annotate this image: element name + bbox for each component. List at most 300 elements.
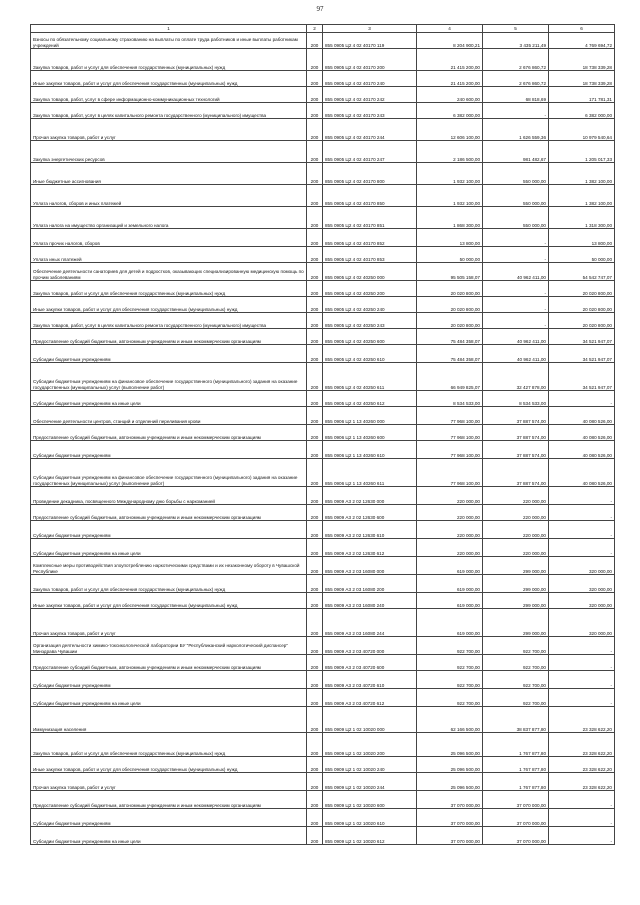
row-line-code: 200 — [307, 707, 323, 733]
table-row — [31, 141, 615, 163]
row-description: Предоставление субсидий бюджетным, автономным учреждениям и иным некоммерческим организациям — [31, 791, 307, 809]
row-unexecuted-amount: 171 781,31 — [549, 87, 615, 103]
row-approved-amount: 20 020 800,00 — [417, 313, 483, 329]
row-executed-amount: 220 000,00 — [483, 521, 549, 539]
row-budget-classification-code: 855 0905 Ц2 4 02 40250 000 — [323, 263, 417, 281]
row-approved-amount: 20 020 800,00 — [417, 297, 483, 313]
row-description: Субсидии бюджетным учреждениям на финансовое обеспечение государственного (муниципального) задания на оказание государственных (муниципальных) услуг (выполнение работ) — [31, 459, 307, 487]
row-unexecuted-amount: 23 328 622,20 — [549, 733, 615, 757]
row-approved-amount: 2 186 500,00 — [417, 141, 483, 163]
row-line-code: 200 — [307, 103, 323, 119]
row-line-code: 200 — [307, 119, 323, 141]
row-approved-amount: 8 204 900,21 — [417, 33, 483, 49]
row-executed-amount: 922 700,00 — [483, 671, 549, 689]
row-budget-classification-code: 855 0905 Ц2 4 02 40170 119 — [323, 33, 417, 49]
row-line-code: 200 — [307, 141, 323, 163]
row-description: Предоставление субсидий бюджетным, автономным учреждениям и иным некоммерческим организациям — [31, 425, 307, 441]
row-executed-amount: 37 070 000,00 — [483, 827, 549, 845]
row-line-code: 200 — [307, 459, 323, 487]
row-executed-amount: 220 000,00 — [483, 539, 549, 557]
row-unexecuted-amount: 18 738 339,28 — [549, 49, 615, 71]
table-row — [31, 733, 615, 757]
row-line-code: 200 — [307, 229, 323, 247]
row-executed-amount: 37 070 000,00 — [483, 791, 549, 809]
row-approved-amount: 37 070 000,00 — [417, 827, 483, 845]
row-description: Закупка товаров, работ и услуг для обеспечения государственных (муниципальных) нужд — [31, 281, 307, 297]
row-approved-amount: 21 415 200,00 — [417, 49, 483, 71]
row-approved-amount: 25 096 500,00 — [417, 757, 483, 773]
row-budget-classification-code: 855 0909 Ц2 1 02 10020 200 — [323, 733, 417, 757]
row-approved-amount: 75 484 358,07 — [417, 345, 483, 363]
row-executed-amount: - — [483, 103, 549, 119]
row-executed-amount: 922 700,00 — [483, 655, 549, 671]
table-row — [31, 791, 615, 809]
row-unexecuted-amount: 34 521 947,07 — [549, 329, 615, 345]
row-line-code: 200 — [307, 609, 323, 637]
row-description: Иные закупки товаров, работ и услуг для обеспечения государственных (муниципальных) нужд — [31, 757, 307, 773]
row-line-code: 200 — [307, 71, 323, 87]
row-budget-classification-code: 855 0905 Ц2 4 02 40250 611 — [323, 363, 417, 391]
row-approved-amount: 1 932 100,00 — [417, 185, 483, 207]
row-budget-classification-code: 855 0909 А3 2 03 40720 612 — [323, 689, 417, 707]
row-line-code: 200 — [307, 575, 323, 593]
row-approved-amount: 95 505 158,07 — [417, 263, 483, 281]
row-executed-amount: 37 887 574,00 — [483, 441, 549, 459]
table-row — [31, 609, 615, 637]
row-executed-amount: 2 676 860,72 — [483, 49, 549, 71]
budget-execution-table — [30, 24, 615, 845]
row-unexecuted-amount: - — [549, 655, 615, 671]
row-approved-amount: 21 415 200,00 — [417, 71, 483, 87]
table-row — [31, 119, 615, 141]
row-description: Закупка товаров, работ и услуг для обеспечения государственных (муниципальных) нужд — [31, 49, 307, 71]
row-line-code: 200 — [307, 655, 323, 671]
row-unexecuted-amount: 10 979 540,64 — [549, 119, 615, 141]
row-approved-amount: 220 000,00 — [417, 539, 483, 557]
row-approved-amount: 619 000,00 — [417, 557, 483, 575]
row-description: Закупка товаров, работ, услуг в сфере информационно-коммуникационных технологий — [31, 87, 307, 103]
row-unexecuted-amount: - — [549, 637, 615, 655]
row-description: Субсидии бюджетным учреждениям — [31, 671, 307, 689]
row-approved-amount: 77 968 100,00 — [417, 459, 483, 487]
row-executed-amount: 1 767 877,80 — [483, 757, 549, 773]
row-line-code: 200 — [307, 557, 323, 575]
row-unexecuted-amount: - — [549, 505, 615, 521]
row-executed-amount: 299 000,00 — [483, 575, 549, 593]
row-line-code: 200 — [307, 505, 323, 521]
row-description: Закупка товаров, работ, услуг в целях капитального ремонта государственного (муниципального) имущества — [31, 103, 307, 119]
row-line-code: 200 — [307, 281, 323, 297]
row-approved-amount: 50 000,00 — [417, 247, 483, 263]
row-description: Субсидии бюджетным учреждениям на иные цели — [31, 827, 307, 845]
row-executed-amount: - — [483, 297, 549, 313]
row-description: Взносы по обязательному социальному страхованию на выплаты по оплате труда работников и иные выплаты работникам учреждений — [31, 33, 307, 49]
row-line-code: 200 — [307, 33, 323, 49]
row-budget-classification-code: 855 0905 Ц2 4 02 40170 240 — [323, 71, 417, 87]
table-row — [31, 459, 615, 487]
row-budget-classification-code: 855 0906 Ц2 1 13 40260 600 — [323, 425, 417, 441]
row-approved-amount: 619 000,00 — [417, 593, 483, 609]
row-budget-classification-code: 855 0909 А3 2 03 40720 600 — [323, 655, 417, 671]
row-approved-amount: 8 534 533,00 — [417, 391, 483, 407]
table-row — [31, 87, 615, 103]
row-budget-classification-code: 855 0909 А3 2 03 40720 610 — [323, 671, 417, 689]
row-unexecuted-amount: 20 020 800,00 — [549, 297, 615, 313]
row-approved-amount: 25 096 500,00 — [417, 733, 483, 757]
row-line-code: 200 — [307, 247, 323, 263]
row-approved-amount: 66 949 825,07 — [417, 363, 483, 391]
row-executed-amount: 1 767 877,80 — [483, 773, 549, 791]
row-description: Предоставление субсидий бюджетным, автономным учреждениям и иным некоммерческим организациям — [31, 655, 307, 671]
row-unexecuted-amount: 1 205 017,33 — [549, 141, 615, 163]
table-row — [31, 773, 615, 791]
table-row — [31, 33, 615, 49]
row-unexecuted-amount: 23 328 622,20 — [549, 773, 615, 791]
row-unexecuted-amount: 40 080 526,00 — [549, 407, 615, 425]
row-executed-amount: - — [483, 313, 549, 329]
row-unexecuted-amount: 1 382 100,00 — [549, 185, 615, 207]
table-row — [31, 809, 615, 827]
row-approved-amount: 37 070 000,00 — [417, 809, 483, 827]
row-unexecuted-amount: 4 769 694,72 — [549, 33, 615, 49]
table-row — [31, 637, 615, 655]
row-executed-amount: 922 700,00 — [483, 637, 549, 655]
row-unexecuted-amount: 6 382 000,00 — [549, 103, 615, 119]
row-description: Уплата прочих налогов, сборов — [31, 229, 307, 247]
row-approved-amount: 922 700,00 — [417, 671, 483, 689]
row-unexecuted-amount: 23 328 622,20 — [549, 757, 615, 773]
row-unexecuted-amount: - — [549, 487, 615, 505]
row-executed-amount: 40 962 411,00 — [483, 345, 549, 363]
row-unexecuted-amount: 13 800,00 — [549, 229, 615, 247]
header-cell-line-code: 2 — [307, 25, 323, 33]
row-description: Обеспечение деятельности санаториев для детей и подростков, оказывающих специализированную медицинскую помощь по прочим заболеваниям — [31, 263, 307, 281]
row-executed-amount: 220 000,00 — [483, 487, 549, 505]
table-row — [31, 407, 615, 425]
row-budget-classification-code: 855 0906 Ц2 1 13 40260 611 — [323, 459, 417, 487]
row-line-code: 200 — [307, 207, 323, 229]
row-executed-amount: 40 962 411,00 — [483, 263, 549, 281]
table-row — [31, 655, 615, 671]
row-unexecuted-amount: 1 382 100,00 — [549, 163, 615, 185]
row-unexecuted-amount: 40 080 526,00 — [549, 441, 615, 459]
row-budget-classification-code: 855 0905 Ц2 4 02 40250 200 — [323, 281, 417, 297]
table-row — [31, 49, 615, 71]
row-line-code: 200 — [307, 689, 323, 707]
row-budget-classification-code: 855 0909 Ц2 1 02 10020 600 — [323, 791, 417, 809]
row-budget-classification-code: 855 0905 Ц2 4 02 40250 240 — [323, 297, 417, 313]
row-description: Субсидии бюджетным учреждениям на иные цели — [31, 539, 307, 557]
row-line-code: 200 — [307, 407, 323, 425]
row-budget-classification-code: 855 0909 А3 2 02 12630 000 — [323, 487, 417, 505]
row-budget-classification-code: 855 0905 Ц2 4 02 40170 247 — [323, 141, 417, 163]
row-executed-amount: 2 676 860,72 — [483, 71, 549, 87]
row-line-code: 200 — [307, 425, 323, 441]
table-row — [31, 505, 615, 521]
table-row — [31, 521, 615, 539]
row-unexecuted-amount: 50 000,00 — [549, 247, 615, 263]
row-description: Прочая закупка товаров, работ и услуг — [31, 609, 307, 637]
header-cell-approved: 4 — [417, 25, 483, 33]
row-line-code: 200 — [307, 773, 323, 791]
row-line-code: 200 — [307, 163, 323, 185]
row-line-code: 200 — [307, 363, 323, 391]
table-row — [31, 441, 615, 459]
row-budget-classification-code: 855 0909 А3 2 03 16080 000 — [323, 557, 417, 575]
row-unexecuted-amount: 320 000,00 — [549, 593, 615, 609]
row-approved-amount: 240 600,00 — [417, 87, 483, 103]
row-line-code: 200 — [307, 487, 323, 505]
row-budget-classification-code: 855 0909 Ц2 1 02 10020 240 — [323, 757, 417, 773]
header-cell-executed: 5 — [483, 25, 549, 33]
row-budget-classification-code: 855 0909 Ц2 1 02 10020 612 — [323, 827, 417, 845]
row-budget-classification-code: 855 0909 А3 2 03 16080 200 — [323, 575, 417, 593]
row-unexecuted-amount: - — [549, 809, 615, 827]
row-description: Субсидии бюджетным учреждениям на иные цели — [31, 689, 307, 707]
table-row — [31, 313, 615, 329]
row-executed-amount: 220 000,00 — [483, 505, 549, 521]
row-description: Субсидии бюджетным учреждениям — [31, 809, 307, 827]
row-executed-amount: 37 887 574,00 — [483, 425, 549, 441]
header-cell-budget-code: 3 — [323, 25, 417, 33]
row-approved-amount: 220 000,00 — [417, 521, 483, 539]
row-description: Иные бюджетные ассигнования — [31, 163, 307, 185]
row-description: Уплата иных платежей — [31, 247, 307, 263]
row-executed-amount: 299 000,00 — [483, 557, 549, 575]
row-unexecuted-amount: 320 000,00 — [549, 575, 615, 593]
row-description: Предоставление субсидий бюджетным, автономным учреждениям и иным некоммерческим организациям — [31, 505, 307, 521]
table-row — [31, 229, 615, 247]
row-unexecuted-amount: 18 738 339,28 — [549, 71, 615, 87]
row-unexecuted-amount: - — [549, 791, 615, 809]
row-unexecuted-amount: 54 542 747,07 — [549, 263, 615, 281]
row-budget-classification-code: 855 0905 Ц2 4 02 40170 244 — [323, 119, 417, 141]
table-row — [31, 539, 615, 557]
row-budget-classification-code: 855 0909 А3 2 02 12630 612 — [323, 539, 417, 557]
row-description: Прочая закупка товаров, работ и услуг — [31, 773, 307, 791]
table-row — [31, 557, 615, 575]
row-line-code: 200 — [307, 733, 323, 757]
table-row — [31, 425, 615, 441]
row-budget-classification-code: 855 0905 Ц2 4 02 40170 853 — [323, 247, 417, 263]
table-row — [31, 689, 615, 707]
row-executed-amount: 68 818,69 — [483, 87, 549, 103]
row-budget-classification-code: 855 0905 Ц2 4 02 40170 850 — [323, 185, 417, 207]
row-unexecuted-amount: 320 000,00 — [549, 609, 615, 637]
table-header-row — [31, 25, 615, 33]
row-unexecuted-amount: - — [549, 671, 615, 689]
row-approved-amount: 12 606 100,00 — [417, 119, 483, 141]
row-budget-classification-code: 855 0905 Ц2 4 02 40250 612 — [323, 391, 417, 407]
row-approved-amount: 37 070 000,00 — [417, 791, 483, 809]
row-line-code: 200 — [307, 441, 323, 459]
table-row — [31, 207, 615, 229]
row-unexecuted-amount: 23 328 622,20 — [549, 707, 615, 733]
row-executed-amount: - — [483, 247, 549, 263]
row-approved-amount: 619 000,00 — [417, 609, 483, 637]
table-row — [31, 103, 615, 119]
row-executed-amount: - — [483, 229, 549, 247]
row-line-code: 200 — [307, 49, 323, 71]
row-unexecuted-amount: 1 318 300,00 — [549, 207, 615, 229]
row-budget-classification-code: 855 0909 А3 2 03 16080 240 — [323, 593, 417, 609]
row-approved-amount: 922 700,00 — [417, 637, 483, 655]
row-line-code: 200 — [307, 539, 323, 557]
row-approved-amount: 1 868 300,00 — [417, 207, 483, 229]
row-budget-classification-code: 855 0905 Ц2 4 02 40170 242 — [323, 87, 417, 103]
row-line-code: 200 — [307, 791, 323, 809]
table-row — [31, 163, 615, 185]
row-approved-amount: 6 382 000,00 — [417, 103, 483, 119]
row-unexecuted-amount: 20 020 800,00 — [549, 313, 615, 329]
row-executed-amount: 550 000,00 — [483, 163, 549, 185]
row-budget-classification-code: 855 0906 Ц2 1 13 40260 000 — [323, 407, 417, 425]
table-row — [31, 391, 615, 407]
row-approved-amount: 220 000,00 — [417, 505, 483, 521]
row-description: Иные закупки товаров, работ и услуг для обеспечения государственных (муниципальных) нужд — [31, 297, 307, 313]
row-line-code: 200 — [307, 521, 323, 539]
row-budget-classification-code: 855 0905 Ц2 4 02 40250 610 — [323, 345, 417, 363]
row-unexecuted-amount: - — [549, 689, 615, 707]
page-number: 97 — [316, 5, 324, 13]
row-unexecuted-amount: - — [549, 391, 615, 407]
row-description: Организация деятельности химико-токсикологической лаборатории БУ "Республиканский наркологический диспансер" Минздрава Чувашии — [31, 637, 307, 655]
row-executed-amount: 299 000,00 — [483, 609, 549, 637]
row-executed-amount: 1 767 877,80 — [483, 733, 549, 757]
row-budget-classification-code: 855 0906 Ц2 1 13 40260 610 — [323, 441, 417, 459]
row-line-code: 200 — [307, 345, 323, 363]
row-line-code: 200 — [307, 185, 323, 207]
row-description: Субсидии бюджетным учреждениям — [31, 345, 307, 363]
row-approved-amount: 25 096 500,00 — [417, 773, 483, 791]
row-line-code: 200 — [307, 671, 323, 689]
row-unexecuted-amount: 320 000,00 — [549, 557, 615, 575]
row-budget-classification-code: 855 0905 Ц2 4 02 40170 243 — [323, 103, 417, 119]
row-description: Комплексные меры противодействия злоупотреблению наркотическими средствами и их незаконному обороту в Чувашской Республике — [31, 557, 307, 575]
table-row — [31, 487, 615, 505]
row-approved-amount: 13 800,00 — [417, 229, 483, 247]
row-executed-amount: 550 000,00 — [483, 207, 549, 229]
row-budget-classification-code: 855 0909 А3 2 02 12630 610 — [323, 521, 417, 539]
table-row — [31, 827, 615, 845]
row-unexecuted-amount: - — [549, 827, 615, 845]
row-unexecuted-amount: - — [549, 521, 615, 539]
row-budget-classification-code: 855 0905 Ц2 4 02 40250 243 — [323, 313, 417, 329]
row-budget-classification-code: 855 0909 Ц2 1 02 10020 610 — [323, 809, 417, 827]
row-description: Закупка энергетических ресурсов — [31, 141, 307, 163]
row-description: Обеспечение деятельности центров, станций и отделений переливания крови — [31, 407, 307, 425]
row-description: Субсидии бюджетным учреждениям — [31, 441, 307, 459]
row-unexecuted-amount: 40 080 526,00 — [549, 459, 615, 487]
row-description: Уплата налогов, сборов и иных платежей — [31, 185, 307, 207]
row-line-code: 200 — [307, 391, 323, 407]
table-row — [31, 281, 615, 297]
row-executed-amount: - — [483, 281, 549, 297]
row-budget-classification-code: 855 0909 Ц2 1 02 10020 000 — [323, 707, 417, 733]
row-line-code: 200 — [307, 757, 323, 773]
row-executed-amount: 37 887 574,00 — [483, 459, 549, 487]
row-description: Иные закупки товаров, работ и услуг для обеспечения государственных (муниципальных) нужд — [31, 71, 307, 87]
header-cell-description: 1 — [31, 25, 307, 33]
header-cell-unexecuted: 6 — [549, 25, 615, 33]
row-description: Субсидии бюджетным учреждениям на иные цели — [31, 391, 307, 407]
row-approved-amount: 77 968 100,00 — [417, 425, 483, 441]
table-row — [31, 247, 615, 263]
row-budget-classification-code: 855 0905 Ц2 4 02 40170 852 — [323, 229, 417, 247]
row-line-code: 200 — [307, 297, 323, 313]
row-description: Прочая закупка товаров, работ и услуг — [31, 119, 307, 141]
table-row — [31, 71, 615, 87]
row-budget-classification-code: 855 0905 Ц2 4 02 40170 851 — [323, 207, 417, 229]
table-row — [31, 671, 615, 689]
row-approved-amount: 1 932 100,00 — [417, 163, 483, 185]
row-executed-amount: 3 435 211,49 — [483, 33, 549, 49]
table-row — [31, 297, 615, 313]
row-approved-amount: 75 484 358,07 — [417, 329, 483, 345]
row-line-code: 200 — [307, 809, 323, 827]
row-executed-amount: 37 070 000,00 — [483, 809, 549, 827]
row-budget-classification-code: 855 0905 Ц2 4 02 40170 200 — [323, 49, 417, 71]
row-executed-amount: 981 482,67 — [483, 141, 549, 163]
row-description: Закупка товаров, работ и услуг для обеспечения государственных (муниципальных) нужд — [31, 575, 307, 593]
row-executed-amount: 1 626 559,36 — [483, 119, 549, 141]
table-row — [31, 593, 615, 609]
table-row — [31, 185, 615, 207]
row-approved-amount: 922 700,00 — [417, 655, 483, 671]
table-row — [31, 263, 615, 281]
row-approved-amount: 20 020 800,00 — [417, 281, 483, 297]
row-description: Иммунизация населения — [31, 707, 307, 733]
row-unexecuted-amount: 20 020 800,00 — [549, 281, 615, 297]
row-executed-amount: 299 000,00 — [483, 593, 549, 609]
row-executed-amount: 922 700,00 — [483, 689, 549, 707]
row-budget-classification-code: 855 0905 Ц2 4 02 40250 600 — [323, 329, 417, 345]
row-budget-classification-code: 855 0909 А3 2 03 40720 000 — [323, 637, 417, 655]
row-approved-amount: 619 000,00 — [417, 575, 483, 593]
row-description: Уплата налога на имущество организаций и земельного налога — [31, 207, 307, 229]
row-budget-classification-code: 855 0909 А3 2 02 12630 600 — [323, 505, 417, 521]
row-executed-amount: 40 962 411,00 — [483, 329, 549, 345]
row-executed-amount: 550 000,00 — [483, 185, 549, 207]
row-executed-amount: 37 887 574,00 — [483, 407, 549, 425]
row-description: Предоставление субсидий бюджетным, автономным учреждениям и иным некоммерческим организациям — [31, 329, 307, 345]
table-row — [31, 363, 615, 391]
row-executed-amount: 32 427 878,00 — [483, 363, 549, 391]
row-line-code: 200 — [307, 329, 323, 345]
row-unexecuted-amount: 34 521 947,07 — [549, 345, 615, 363]
row-line-code: 200 — [307, 637, 323, 655]
row-executed-amount: 38 837 877,80 — [483, 707, 549, 733]
table-row — [31, 345, 615, 363]
table-row — [31, 757, 615, 773]
row-unexecuted-amount: - — [549, 539, 615, 557]
row-description: Закупка товаров, работ, услуг в целях капитального ремонта государственного (муниципального) имущества — [31, 313, 307, 329]
row-budget-classification-code: 855 0909 А3 2 03 16080 244 — [323, 609, 417, 637]
row-budget-classification-code: 855 0905 Ц2 4 02 40170 800 — [323, 163, 417, 185]
row-approved-amount: 922 700,00 — [417, 689, 483, 707]
row-approved-amount: 220 000,00 — [417, 487, 483, 505]
row-unexecuted-amount: 40 080 526,00 — [549, 425, 615, 441]
row-line-code: 200 — [307, 827, 323, 845]
row-budget-classification-code: 855 0909 Ц2 1 02 10020 244 — [323, 773, 417, 791]
row-executed-amount: 8 534 533,00 — [483, 391, 549, 407]
row-approved-amount: 77 968 100,00 — [417, 407, 483, 425]
row-description: Субсидии бюджетным учреждениям на финансовое обеспечение государственного (муниципального) задания на оказание государственных (муниципальных) услуг (выполнение работ) — [31, 363, 307, 391]
row-line-code: 200 — [307, 263, 323, 281]
row-description: Иные закупки товаров, работ и услуг для обеспечения государственных (муниципальных) нужд — [31, 593, 307, 609]
row-line-code: 200 — [307, 87, 323, 103]
row-description: Проведение декадника, посвященного Международному дню борьбы с наркоманией — [31, 487, 307, 505]
